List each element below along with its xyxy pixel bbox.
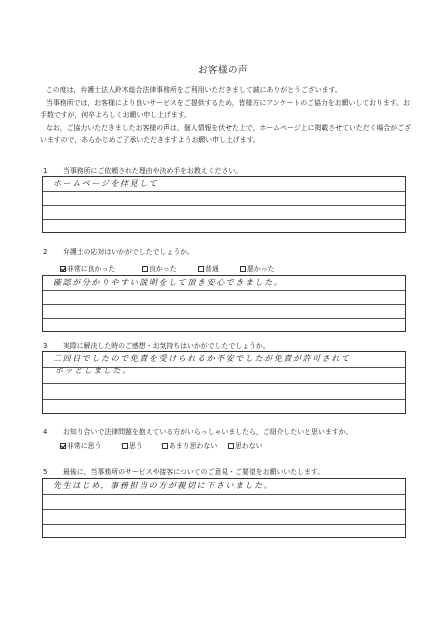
question-number: 3 xyxy=(43,342,48,350)
option-bad[interactable]: 悪かった xyxy=(240,263,275,273)
option-average[interactable]: 普通 xyxy=(198,263,219,273)
question-text: 当事務所にご依頼された理由や決め手をお教えください。 xyxy=(63,167,243,175)
checkbox-icon xyxy=(198,266,204,272)
question-5 xyxy=(40,466,412,476)
checkbox-checked-icon xyxy=(60,266,66,272)
intro-paragraph: 当事務所では，お客様により良いサービスをご提供するため，皆様方にアンケートのご協力をお願いしております。お手数ですが，何卒よろしくお願い申し上げます。 xyxy=(40,98,410,120)
question-3 xyxy=(40,340,412,350)
ruled-line xyxy=(43,399,405,400)
handwritten-answer: 確認が分かりやすい説明をして頂き安心できました。 xyxy=(53,278,284,287)
intro-paragraph: この度は，弁護士法人鈴木総合法律事務所をご利用いただきまして誠にありがとうございます。 xyxy=(46,86,342,94)
checkbox-icon xyxy=(142,266,148,272)
ruled-line xyxy=(43,191,405,192)
handwritten-answer: 先生はじめ，事務担当の方が親切に下さいました。 xyxy=(53,481,274,490)
answer-box-1 xyxy=(42,176,406,233)
question-text: 最後に，当事務所のサービスや接客についてのご意見・ご要望をお願いいたします。 xyxy=(63,468,325,476)
intro-text xyxy=(40,84,412,147)
answer-box-5 xyxy=(42,478,406,538)
ruled-line xyxy=(43,219,405,220)
ruled-line xyxy=(43,205,405,206)
question-number: 1 xyxy=(43,167,48,175)
option-good[interactable]: 良かった xyxy=(142,263,177,273)
question-text: 実際に解決した時のご感想・お気持ちはいかがでしたでしょうか。 xyxy=(63,342,270,350)
question-text: 弁護士の応対はいかがでしたでしょうか。 xyxy=(63,248,194,256)
question-4 xyxy=(40,426,412,436)
intro-paragraph: なお，ご協力いただきましたお客様の声は，個人情報を伏せた上で，ホームページ上に掲載させていただく場合がございますので，あらかじめご了承いただきますようお願い申し上げます。 xyxy=(40,123,411,145)
answer-box-3 xyxy=(42,351,406,414)
option-agree[interactable]: 思う xyxy=(122,440,143,450)
ruled-line xyxy=(43,304,405,305)
option-strongly-agree[interactable]: 非常に思う xyxy=(60,440,101,450)
question-1 xyxy=(40,165,412,175)
handwritten-answer-line: ホッとしました。 xyxy=(55,366,132,375)
handwritten-answer: ホームページを拝見して xyxy=(53,179,159,188)
option-not-much[interactable]: あまり思わない xyxy=(162,440,217,450)
checkbox-icon xyxy=(162,443,168,449)
ruled-line xyxy=(43,524,405,525)
question-2 xyxy=(40,246,412,256)
handwritten-answer-line: 二回目でしたので免責を受けられるか不安でしたが免責が許可されて xyxy=(53,354,351,363)
checkbox-icon xyxy=(122,443,128,449)
question-number: 2 xyxy=(43,248,48,256)
ruled-line xyxy=(43,318,405,319)
question-text: お知り合いで法律問題を抱えている方がいらっしゃいましたら，ご紹介したいと思いますか。 xyxy=(63,428,353,436)
answer-box-2 xyxy=(42,275,406,332)
ruled-line xyxy=(43,290,405,291)
question-number: 4 xyxy=(43,428,48,436)
checkbox-checked-icon xyxy=(60,443,66,449)
option-very-good[interactable]: 非常に良かった xyxy=(60,263,115,273)
ruled-line xyxy=(43,367,405,368)
ruled-line xyxy=(43,383,405,384)
question-number: 5 xyxy=(43,468,48,476)
page-title: お客様の声 xyxy=(197,65,248,76)
ruled-line xyxy=(43,494,405,495)
ruled-line xyxy=(43,509,405,510)
checkbox-icon xyxy=(228,443,234,449)
checkbox-icon xyxy=(240,266,246,272)
option-disagree[interactable]: 思わない xyxy=(228,440,263,450)
